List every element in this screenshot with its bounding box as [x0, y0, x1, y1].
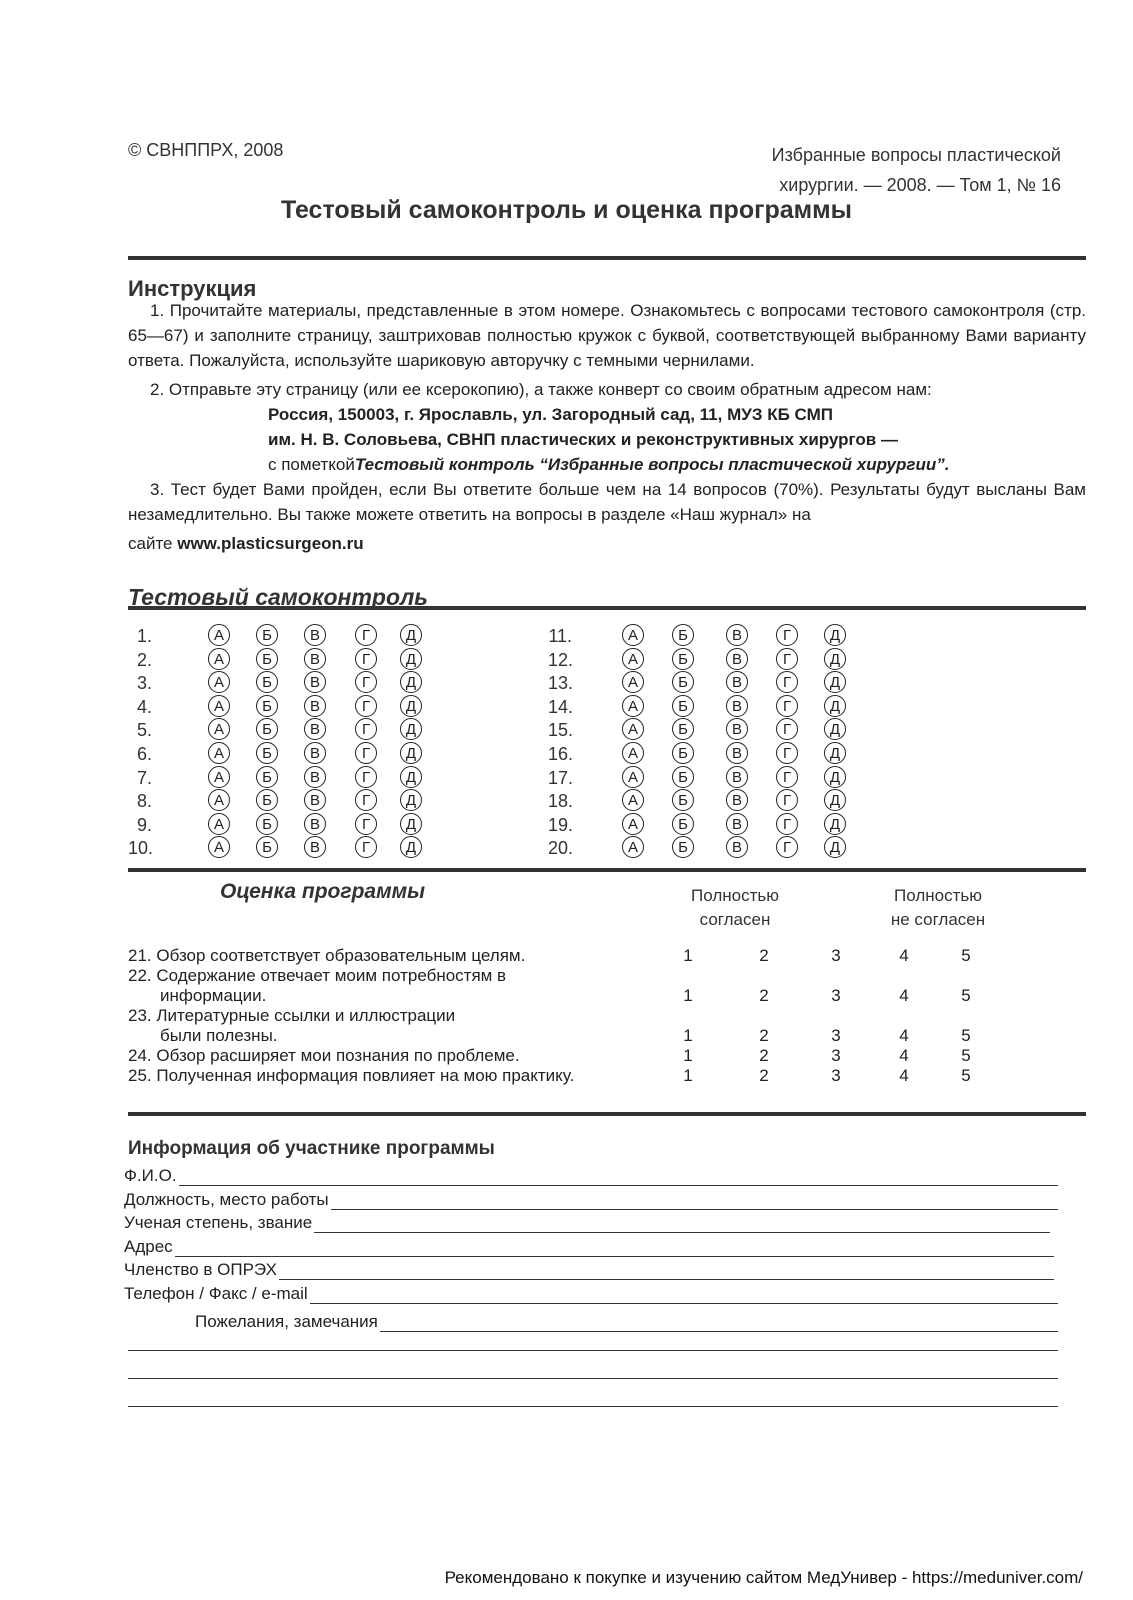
answer-bubble[interactable]: А	[208, 671, 230, 693]
question-number: 9.	[136, 814, 152, 835]
instruction-paragraph-3: 3. Тест будет Вами пройден, если Вы ответите больше чем на 14 вопросов (70%). Результаты будут высланы Вам незамедлительно. Вы также можете ответить на вопросы в разделе «Наш журнал» на	[128, 480, 1086, 524]
answer-bubble[interactable]: А	[208, 718, 230, 740]
answer-bubble[interactable]: А	[208, 695, 230, 717]
agree-label-line-1: Полностью	[691, 886, 779, 905]
answer-bubble[interactable]: В	[304, 742, 326, 764]
copyright: © СВНППРХ, 2008	[128, 140, 284, 160]
answer-bubble[interactable]: Д	[400, 624, 422, 646]
answer-bubble[interactable]: А	[622, 766, 644, 788]
question-number: 4.	[136, 696, 152, 717]
answer-bubble[interactable]: Д	[400, 695, 422, 717]
evaluation-item-text: 25. Полученная информация повлияет на мою практику.	[128, 1066, 575, 1085]
test-question-row	[0, 766, 1133, 790]
answer-bubble[interactable]: Д	[824, 718, 846, 740]
answer-bubble[interactable]: Г	[355, 742, 377, 764]
rating-option[interactable]: 4	[899, 946, 909, 965]
site-link[interactable]: www.plasticsurgeon.ru	[177, 534, 364, 553]
wishes-blank-line[interactable]	[128, 1406, 1058, 1407]
journal-line-1: Избранные вопросы пластической	[771, 145, 1061, 165]
rating-option[interactable]: 3	[831, 1046, 841, 1065]
answer-bubble[interactable]: Б	[256, 789, 278, 811]
answer-bubble[interactable]: В	[304, 836, 326, 858]
answer-bubble[interactable]: Д	[824, 695, 846, 717]
answer-bubble[interactable]: Б	[256, 648, 278, 670]
rating-option[interactable]: 4	[899, 1026, 909, 1045]
answer-bubble[interactable]: А	[208, 813, 230, 835]
answer-bubble[interactable]: Д	[824, 624, 846, 646]
answer-bubble[interactable]: Г	[776, 789, 798, 811]
rating-option[interactable]: 2	[759, 1026, 769, 1045]
answer-bubble[interactable]: Г	[355, 766, 377, 788]
agree-label-line-2: согласен	[699, 910, 771, 929]
rating-option[interactable]: 5	[961, 1066, 971, 1085]
answer-bubble[interactable]: А	[622, 718, 644, 740]
rating-option[interactable]: 5	[961, 946, 971, 965]
answer-bubble[interactable]: Б	[672, 742, 694, 764]
participant-field-label: Адрес	[124, 1236, 173, 1256]
answer-bubble[interactable]: В	[726, 766, 748, 788]
answer-bubble[interactable]: Б	[256, 742, 278, 764]
divider	[128, 606, 1086, 610]
answer-bubble[interactable]: А	[208, 789, 230, 811]
answer-bubble[interactable]: А	[208, 624, 230, 646]
rating-option[interactable]: 2	[759, 1066, 769, 1085]
answer-bubble[interactable]: Д	[824, 836, 846, 858]
answer-bubble[interactable]: Д	[400, 813, 422, 835]
rating-option[interactable]: 1	[683, 946, 693, 965]
participant-field-label: Ученая степень, звание	[124, 1213, 313, 1232]
answer-bubble[interactable]: Г	[355, 671, 377, 693]
answer-bubble[interactable]: Б	[256, 813, 278, 835]
answer-bubble[interactable]: В	[304, 648, 326, 670]
answer-bubble[interactable]: А	[208, 766, 230, 788]
question-number: 13.	[548, 673, 574, 694]
disagree-label	[858, 884, 1018, 932]
test-question-row	[0, 648, 1133, 672]
answer-bubble[interactable]: Г	[776, 624, 798, 646]
footer-recommendation: Рекомендовано к покупке и изучению сайтом МедУнивер - https://meduniver.com/	[444, 1568, 1083, 1587]
answer-bubble[interactable]: Б	[256, 766, 278, 788]
answer-bubble[interactable]: Г	[355, 813, 377, 835]
answer-bubble[interactable]: Г	[776, 766, 798, 788]
rating-option[interactable]: 4	[899, 1066, 909, 1085]
answer-bubble[interactable]: Г	[776, 836, 798, 858]
question-number: 15.	[548, 720, 574, 741]
rating-option[interactable]: 2	[759, 946, 769, 965]
question-number: 2.	[136, 649, 152, 670]
answer-bubble[interactable]: А	[208, 648, 230, 670]
participant-field-label: Телефон / Факс / e-mail	[124, 1283, 308, 1303]
evaluation-item-text: 23. Литературные ссылки и иллюстрации	[128, 1006, 456, 1025]
divider	[128, 868, 1086, 872]
address-line-2: им. Н. В. Соловьева, СВНП пластических и реконструктивных хирургов —	[268, 430, 898, 449]
answer-bubble[interactable]: Б	[672, 671, 694, 693]
answer-bubble[interactable]: Б	[672, 766, 694, 788]
divider	[128, 256, 1086, 260]
instruction-paragraph-2: 2. Отправьте эту страницу (или ее ксерокопию), а также конверт со своим обратным адресом нам:	[150, 380, 932, 399]
participant-field-label: Должность, место работы	[124, 1189, 329, 1209]
test-question-row	[0, 789, 1133, 813]
answer-bubble[interactable]: А	[622, 813, 644, 835]
answer-bubble[interactable]: А	[622, 624, 644, 646]
test-question-row	[0, 624, 1133, 648]
answer-bubble[interactable]: Г	[355, 648, 377, 670]
rating-option[interactable]: 3	[831, 1026, 841, 1045]
answer-bubble[interactable]: В	[726, 671, 748, 693]
answer-bubble[interactable]: Д	[824, 766, 846, 788]
evaluation-item-text: 24. Обзор расширяет мои познания по проблеме.	[128, 1046, 520, 1065]
answer-bubble[interactable]: Г	[355, 624, 377, 646]
answer-bubble[interactable]: А	[622, 648, 644, 670]
answer-bubble[interactable]: Б	[256, 718, 278, 740]
disagree-label-line-1: Полностью	[894, 886, 982, 905]
rating-option[interactable]: 3	[831, 986, 841, 1005]
evaluation-item-text: 21. Обзор соответствует образовательным целям.	[128, 946, 526, 965]
address-note	[128, 452, 1086, 477]
participant-field-line[interactable]	[310, 1285, 1058, 1304]
evaluation-item	[128, 946, 668, 966]
participant-field[interactable]	[124, 1231, 1054, 1257]
answer-bubble[interactable]: А	[622, 695, 644, 717]
answer-bubble[interactable]: Б	[256, 695, 278, 717]
divider	[128, 1112, 1086, 1116]
instruction-heading: Инструкция	[128, 276, 257, 301]
answer-bubble[interactable]: В	[726, 718, 748, 740]
answer-bubble[interactable]: Б	[256, 624, 278, 646]
participant-field[interactable]	[124, 1184, 1058, 1210]
evaluation-item-text-continued: информации.	[160, 986, 267, 1005]
answer-bubble[interactable]: Д	[824, 789, 846, 811]
agree-label	[655, 884, 815, 932]
rating-option[interactable]: 1	[683, 986, 693, 1005]
wishes-blank-line[interactable]	[128, 1350, 1058, 1351]
answer-bubble[interactable]: Б	[672, 624, 694, 646]
answer-bubble[interactable]: Г	[776, 648, 798, 670]
answer-bubble[interactable]: А	[622, 671, 644, 693]
evaluation-item	[128, 1046, 668, 1066]
wishes-blank-line[interactable]	[128, 1378, 1058, 1379]
answer-bubble[interactable]: В	[726, 836, 748, 858]
answer-bubble[interactable]: Б	[672, 836, 694, 858]
journal-line-2: хирургии. — 2008. — Том 1, № 16	[779, 175, 1061, 195]
address-line-1: Россия, 150003, г. Ярославль, ул. Загородный сад, 11, МУЗ КБ СМП	[268, 405, 833, 424]
answer-bubble[interactable]: А	[208, 836, 230, 858]
answer-bubble[interactable]: В	[304, 766, 326, 788]
answer-bubble[interactable]: Б	[256, 671, 278, 693]
participant-heading: Информация об участнике программы	[128, 1138, 495, 1159]
test-question-row	[0, 718, 1133, 742]
answer-bubble[interactable]: В	[726, 742, 748, 764]
answer-bubble[interactable]: Г	[355, 695, 377, 717]
question-number: 14.	[548, 696, 574, 717]
question-number: 6.	[136, 744, 152, 764]
test-heading: Тестовый самоконтроль	[128, 584, 428, 610]
answer-bubble[interactable]: Д	[824, 742, 846, 764]
answer-bubble[interactable]: В	[304, 813, 326, 835]
participant-field-label: Ф.И.О.	[124, 1166, 177, 1185]
wishes-field[interactable]	[195, 1306, 1058, 1332]
answer-bubble[interactable]: Г	[776, 718, 798, 740]
evaluation-item	[128, 966, 668, 1006]
evaluation-heading: Оценка программы	[220, 880, 426, 903]
answer-bubble[interactable]: Г	[355, 718, 377, 740]
test-question-row	[0, 695, 1133, 719]
question-number: 20.	[548, 838, 574, 859]
question-number: 1.	[136, 626, 152, 646]
instruction-body	[128, 298, 1086, 556]
answer-bubble[interactable]: Д	[400, 718, 422, 740]
page-title: Тестовый самоконтроль и оценка программы	[280, 196, 853, 224]
note-emphasis: Тестовый контроль “Избранные вопросы пластической хирургии”.	[354, 455, 950, 474]
answer-bubble[interactable]: В	[726, 695, 748, 717]
instruction-paragraph-3-tail	[128, 531, 1086, 556]
evaluation-item	[128, 1006, 668, 1046]
participant-field[interactable]	[124, 1278, 1058, 1304]
answer-bubble[interactable]: Д	[824, 648, 846, 670]
test-question-row	[0, 836, 1133, 860]
answer-bubble[interactable]: Г	[776, 813, 798, 835]
answer-bubble[interactable]: А	[622, 789, 644, 811]
answer-bubble[interactable]: В	[304, 624, 326, 646]
rating-option[interactable]: 5	[961, 1026, 971, 1045]
test-question-row	[0, 813, 1133, 837]
question-number: 5.	[136, 720, 152, 741]
question-number: 3.	[136, 673, 152, 694]
participant-field[interactable]	[124, 1207, 1050, 1233]
answer-bubble[interactable]: Г	[776, 742, 798, 764]
answer-bubble[interactable]: Г	[355, 836, 377, 858]
note-prefix: с пометкой	[268, 455, 355, 474]
rating-option[interactable]: 2	[759, 1046, 769, 1065]
evaluation-item	[128, 1066, 668, 1086]
answer-bubble[interactable]: Б	[672, 718, 694, 740]
disagree-label-line-2: не согласен	[890, 910, 986, 929]
answer-bubble[interactable]: В	[304, 789, 326, 811]
question-number: 16.	[548, 744, 574, 764]
rating-option[interactable]: 5	[961, 1046, 971, 1065]
evaluation-item-text-continued: были полезны.	[160, 1026, 278, 1045]
answer-bubble[interactable]: Д	[400, 766, 422, 788]
question-number: 10.	[128, 838, 154, 859]
answer-bubble[interactable]: Д	[400, 671, 422, 693]
answer-bubble[interactable]: А	[622, 836, 644, 858]
answer-bubble[interactable]: В	[726, 624, 748, 646]
answer-bubble[interactable]: Д	[824, 813, 846, 835]
question-number: 19.	[548, 814, 574, 835]
question-number: 12.	[548, 649, 574, 670]
journal-info	[772, 140, 1061, 200]
question-number: 7.	[136, 767, 152, 788]
answer-bubble[interactable]: Б	[672, 789, 694, 811]
rating-option[interactable]: 2	[759, 986, 769, 1005]
answer-bubble[interactable]: Д	[824, 671, 846, 693]
rating-option[interactable]: 1	[683, 1046, 693, 1065]
answer-bubble[interactable]: Д	[400, 742, 422, 764]
answer-bubble[interactable]: Г	[776, 695, 798, 717]
answer-bubble[interactable]: В	[304, 718, 326, 740]
question-number: 8.	[136, 791, 152, 812]
answer-bubble[interactable]: Д	[400, 789, 422, 811]
answer-bubble[interactable]: В	[304, 671, 326, 693]
answer-bubble[interactable]: Б	[672, 648, 694, 670]
test-question-row	[0, 742, 1133, 766]
answer-bubble[interactable]: А	[208, 742, 230, 764]
question-number: 17.	[548, 767, 574, 788]
rating-option[interactable]: 5	[961, 986, 971, 1005]
wishes-label: Пожелания, замечания	[195, 1312, 378, 1331]
rating-option[interactable]: 3	[831, 1066, 841, 1085]
question-number: 18.	[548, 791, 574, 812]
answer-bubble[interactable]: Г	[355, 789, 377, 811]
answer-bubble[interactable]: В	[726, 789, 748, 811]
rating-option[interactable]: 4	[899, 1046, 909, 1065]
answer-bubble[interactable]: Б	[256, 836, 278, 858]
answer-bubble[interactable]: Б	[672, 813, 694, 835]
answer-bubble[interactable]: Д	[400, 648, 422, 670]
participant-field[interactable]	[124, 1160, 1058, 1186]
answer-bubble[interactable]: Б	[672, 695, 694, 717]
question-number: 11.	[548, 626, 572, 646]
site-prefix: сайте	[128, 534, 178, 553]
answer-bubble[interactable]: Д	[400, 836, 422, 858]
rating-option[interactable]: 3	[831, 946, 841, 965]
rating-option[interactable]: 1	[683, 1066, 693, 1085]
answer-bubble[interactable]: В	[726, 648, 748, 670]
rating-option[interactable]: 4	[899, 986, 909, 1005]
answer-bubble[interactable]: В	[304, 695, 326, 717]
answer-bubble[interactable]: В	[726, 813, 748, 835]
wishes-line[interactable]	[380, 1313, 1058, 1332]
evaluation-item-text: 22. Содержание отвечает моим потребностям в	[128, 966, 507, 985]
test-question-row	[0, 671, 1133, 695]
participant-field-label: Членство в ОПРЭХ	[124, 1260, 277, 1279]
participant-field[interactable]	[124, 1254, 1054, 1280]
instruction-paragraph-1: 1. Прочитайте материалы, представленные в этом номере. Ознакомьтесь с вопросами тестового самоконтроля (стр. 65—67) и заполните страницу, заштриховав полностью кружок с буквой, соответствующей выбранному Вами варианту ответа. Пожалуйста, используйте шариковую авторучку с темными чернилами.	[128, 301, 1086, 370]
rating-option[interactable]: 1	[683, 1026, 693, 1045]
answer-bubble[interactable]: А	[622, 742, 644, 764]
answer-bubble[interactable]: Г	[776, 671, 798, 693]
